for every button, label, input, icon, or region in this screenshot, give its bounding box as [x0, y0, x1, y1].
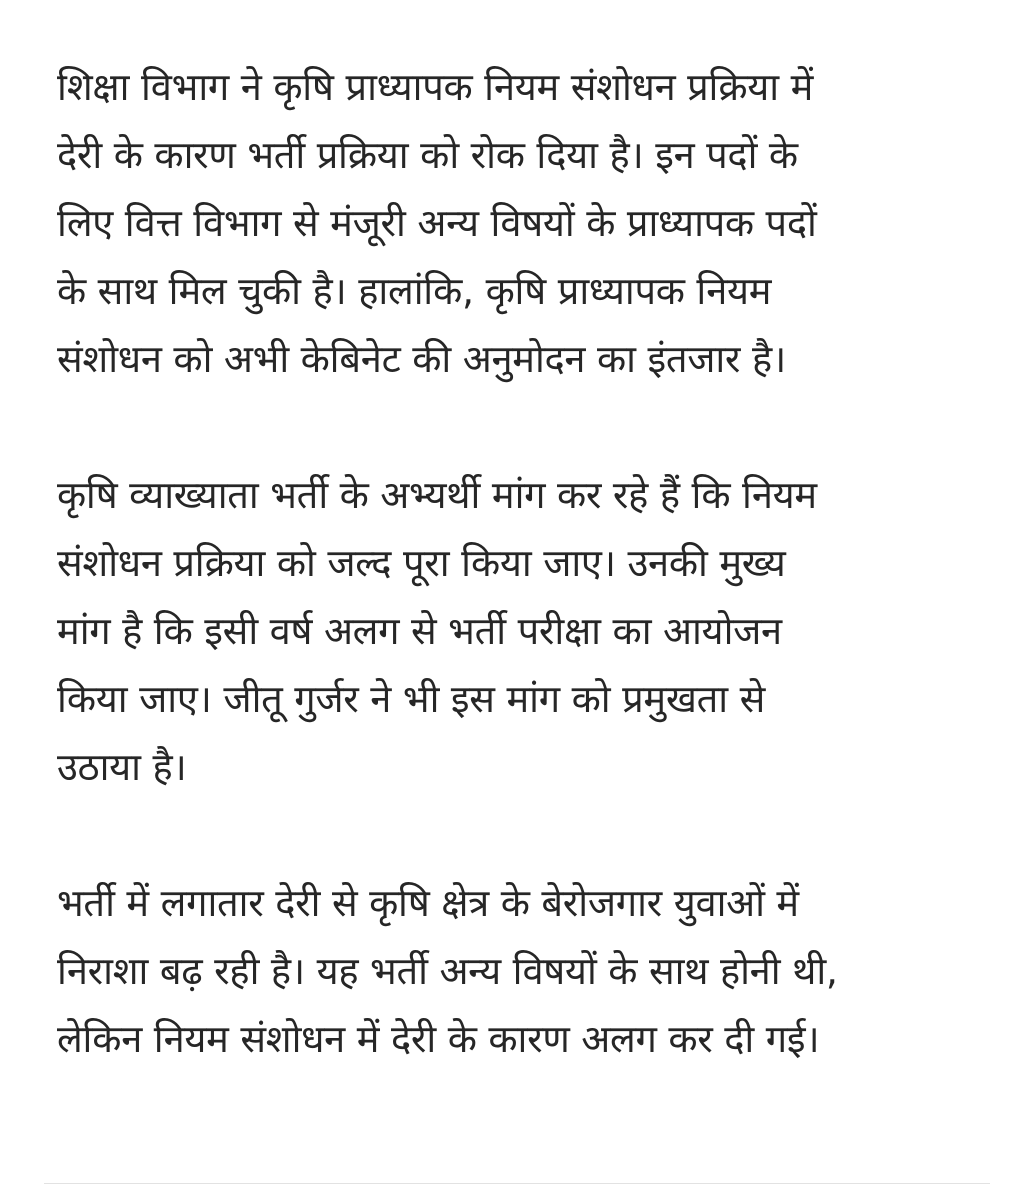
paragraph-line: भर्ती में लगातार देरी से कृषि क्षेत्र के बेरोजगार युवाओं में — [57, 881, 799, 925]
paragraph-line: शिक्षा विभाग ने कृषि प्राध्यापक नियम संशोधन प्रक्रिया में — [57, 65, 813, 109]
paragraph-line: के साथ मिल चुकी है। हालांकि, कृषि प्राध्यापक नियम — [57, 269, 772, 313]
paragraph-line: लिए वित्त विभाग से मंजूरी अन्य विषयों के प्राध्यापक पदों — [57, 201, 817, 245]
paragraph-candidate-demands — [57, 461, 987, 801]
paragraph-line: लेकिन नियम संशोधन में देरी के कारण अलग कर दी गई। — [57, 1017, 820, 1061]
paragraph-line: मांग है कि इसी वर्ष अलग से भर्ती परीक्षा का आयोजन — [57, 609, 782, 653]
paragraph-line: उठाया है। — [57, 745, 187, 789]
paragraph-line: कृषि व्याख्याता भर्ती के अभ्यर्थी मांग कर रहे हैं कि नियम — [57, 473, 817, 517]
paragraph-recruitment-halt — [57, 53, 987, 393]
article-body — [57, 53, 987, 1073]
paragraph-line: निराशा बढ़ रही है। यह भर्ती अन्य विषयों के साथ होनी थी, — [57, 949, 838, 993]
bottom-divider — [44, 1183, 990, 1184]
paragraph-line: संशोधन प्रक्रिया को जल्द पूरा किया जाए। उनकी मुख्य — [57, 541, 786, 585]
paragraph-line: देरी के कारण भर्ती प्रक्रिया को रोक दिया है। इन पदों के — [57, 133, 798, 177]
paragraph-line: किया जाए। जीतू गुर्जर ने भी इस मांग को प्रमुखता से — [57, 677, 765, 721]
paragraph-youth-frustration — [57, 869, 987, 1073]
paragraph-line: संशोधन को अभी केबिनेट की अनुमोदन का इंतजार है। — [57, 337, 786, 381]
